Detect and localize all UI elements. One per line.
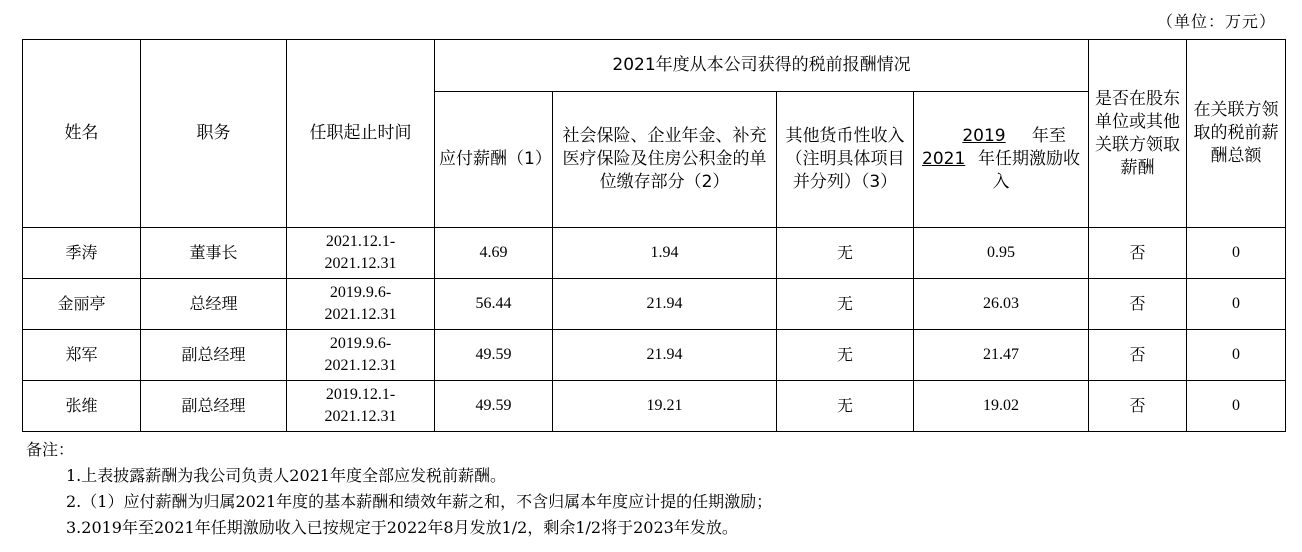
cell-other: 无 (777, 279, 914, 330)
cell-social: 1.94 (553, 228, 777, 279)
header-group-title: 2021年度从本公司获得的税前报酬情况 (435, 40, 1089, 92)
tenure-end: 2021.12.31 (324, 306, 397, 323)
cell-position: 副总经理 (141, 330, 287, 381)
cell-position: 副总经理 (141, 381, 287, 432)
cell-incentive: 19.02 (914, 381, 1089, 432)
cell-position: 董事长 (141, 228, 287, 279)
incentive-mid: 年至 (1032, 126, 1066, 146)
incentive-line-1 (918, 125, 1084, 148)
cell-shareholder: 否 (1089, 279, 1187, 330)
header-payable: 应付薪酬（1） (435, 92, 553, 228)
tenure-end: 2021.12.31 (324, 255, 397, 272)
incentive-start-year: 2019 (962, 126, 1006, 146)
unit-label: （单位：万元） (1156, 12, 1276, 31)
cell-tenure (287, 381, 435, 432)
incentive-end-year: 2021 (922, 149, 966, 169)
header-name: 姓名 (23, 40, 141, 228)
cell-other: 无 (777, 381, 914, 432)
tenure-end: 2021.12.31 (324, 357, 397, 374)
incentive-line-2 (918, 148, 1084, 194)
cell-social: 21.94 (553, 279, 777, 330)
cell-shareholder: 否 (1089, 228, 1187, 279)
cell-tenure (287, 330, 435, 381)
notes-section (26, 437, 772, 541)
cell-payable: 56.44 (435, 279, 553, 330)
cell-tenure (287, 228, 435, 279)
cell-name: 季涛 (23, 228, 141, 279)
cell-position: 总经理 (141, 279, 287, 330)
cell-tenure (287, 279, 435, 330)
cell-related: 0 (1187, 381, 1286, 432)
notes-title: 备注： (26, 440, 75, 459)
note-item: 2.（1）应付薪酬为归属2021年度的基本薪酬和绩效年薪之和，不含归属本年度应计提的任期激励； (66, 492, 773, 511)
cell-incentive: 0.95 (914, 228, 1089, 279)
cell-name: 郑军 (23, 330, 141, 381)
header-position: 职务 (141, 40, 287, 228)
tenure-start: 2019.12.1- (325, 386, 396, 403)
cell-other: 无 (777, 330, 914, 381)
cell-social: 21.94 (553, 330, 777, 381)
cell-payable: 49.59 (435, 330, 553, 381)
header-incentive (914, 92, 1089, 228)
cell-related: 0 (1187, 228, 1286, 279)
note-item: 1.上表披露薪酬为我公司负责人2021年度全部应发税前薪酬。 (66, 466, 506, 485)
table-row (23, 279, 1286, 330)
header-shareholder: 是否在股东单位或其他关联方领取薪酬 (1089, 40, 1187, 228)
cell-related: 0 (1187, 330, 1286, 381)
header-related-total: 在关联方领取的税前薪酬总额 (1187, 40, 1286, 228)
table-row (23, 330, 1286, 381)
cell-payable: 4.69 (435, 228, 553, 279)
tenure-end: 2021.12.31 (324, 408, 397, 425)
cell-payable: 49.59 (435, 381, 553, 432)
cell-incentive: 21.47 (914, 330, 1089, 381)
cell-incentive: 26.03 (914, 279, 1089, 330)
tenure-start: 2021.12.1- (325, 233, 396, 250)
header-tenure: 任职起止时间 (287, 40, 435, 228)
tenure-start: 2019.9.6- (329, 335, 392, 352)
cell-name: 张维 (23, 381, 141, 432)
incentive-tail: 年任期激励收入 (978, 149, 1080, 192)
header-social: 社会保险、企业年金、补充医疗保险及住房公积金的单位缴存部分（2） (553, 92, 777, 228)
header-other-income: 其他货币性收入（注明具体项目并分列）（3） (777, 92, 914, 228)
cell-related: 0 (1187, 279, 1286, 330)
cell-other: 无 (777, 228, 914, 279)
cell-social: 19.21 (553, 381, 777, 432)
cell-shareholder: 否 (1089, 381, 1187, 432)
cell-shareholder: 否 (1089, 330, 1187, 381)
compensation-table (22, 39, 1286, 432)
table-row (23, 381, 1286, 432)
cell-name: 金丽亭 (23, 279, 141, 330)
tenure-start: 2019.9.6- (329, 284, 392, 301)
note-item: 3.2019年至2021年任期激励收入已按规定于2022年8月发放1/2，剩余1/2将于2023年发放。 (66, 518, 738, 537)
table-row (23, 228, 1286, 279)
